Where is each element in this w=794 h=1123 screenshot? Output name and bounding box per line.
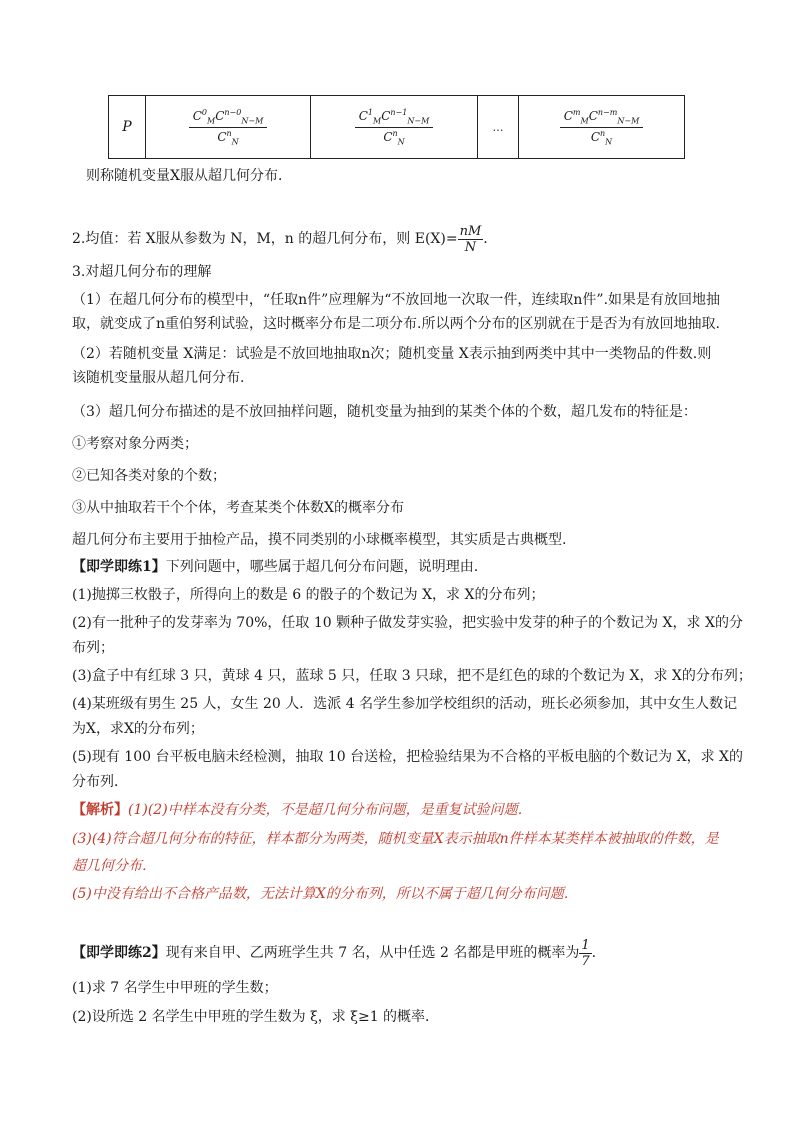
- mean-text: 2.均值：若 X服从参数为 N，M，n 的超几何分布，则 E(X)=: [72, 231, 458, 247]
- distribution-table: [108, 95, 685, 159]
- paragraph-2-line-1: （2）若随机变量 X满足：试验是不放回地抽取n次；随机变量 X表示抽到两类中其中一类物品的件数.则: [72, 346, 712, 362]
- ellipsis-cell: [478, 96, 519, 159]
- probability-fraction: $\frac{1}{7}$: [581, 937, 590, 969]
- ex1-q3: (3)盒子中有红球 3 只，黄球 4 只，蓝球 5 只，任取 3 只球，把不是红色的球的个数记为 X，求 X的分布列；: [72, 668, 752, 684]
- ex2-q2: (2)设所选 2 名学生中甲班的学生数为 ξ，求 ξ≥1 的概率．: [72, 1009, 440, 1025]
- exercise-2-tag: 【即学即练2】: [72, 945, 166, 961]
- ex1-q5-line-1: (5)现有 100 台平板电脑未经检测，抽取 10 台送检，把检验结果为不合格的平板电脑的个数记为 X，求 X的: [72, 749, 743, 765]
- feature-3: ③从中抽取若干个个体，考查某类个体数X的概率分布: [72, 500, 404, 516]
- ex2-q1: (1)求 7 名学生中甲班的学生数；: [72, 980, 278, 996]
- summary: 超几何分布主要用于抽检产品，摸不同类别的小球概率模型，其实质是古典概型.: [72, 532, 567, 548]
- feature-1: ①考察对象分两类；: [72, 436, 198, 452]
- mean-paragraph: 2.均值：若 X服从参数为 N，M，n 的超几何分布，则 E(X)= $\frac{nM}{N}$ .: [72, 223, 488, 255]
- prob-fraction-0: $\frac{C^0_MC^{n-0}_{N-M}}{C^n_N}$: [189, 108, 268, 146]
- exercise-1-title: 下列问题中，哪些属于超几何分布问题，说明理由.: [165, 559, 479, 575]
- exercise-1-heading: [72, 557, 478, 577]
- ex1-q4-line-1: (4)某班级有男生 25 人，女生 20 人．选派 4 名学生参加学校组织的活动，班长必须参加，其中女生人数记: [72, 696, 738, 712]
- feature-2: ②已知各类对象的个数；: [72, 468, 226, 484]
- mean-fraction: $\frac{nM}{N}$: [459, 223, 482, 255]
- paragraph-1-line-2: 取，就变成了n重伯努利试验，这时概率分布是二项分布.所以两个分布的区别就在于是否为有放回地抽取.: [72, 316, 720, 332]
- ex1-q1: (1)抛掷三枚骰子，所得向上的数是 6 的骰子的个数记为 X，求 X的分布列；: [72, 587, 545, 603]
- exercise-1-tag: 【即学即练1】: [72, 559, 166, 575]
- section3-title: 3.对超几何分布的理解: [72, 264, 212, 280]
- row-label: P: [122, 119, 132, 135]
- ex1-answer-1: 【解析】(1)(2)中样本没有分类，不是超几何分布问题，是重复试验问题．: [72, 802, 532, 818]
- table-row: [109, 96, 685, 159]
- paragraph-1-line-1: （1）在超几何分布的模型中，“任取n件”应理解为“不放回地一次取一件，连续取n件”.如果是有放回地抽: [72, 292, 721, 308]
- prob-cell-1: [311, 96, 478, 159]
- ex1-q4-line-2: 为X，求X的分布列；: [72, 721, 204, 737]
- exercise-2-heading: 【即学即练2】 现有来自甲、乙两班学生共 7 名，从中任选 2 名都是甲班的概率为 $\frac{1}{7}$ .: [72, 937, 597, 969]
- prob-fraction-1: $\frac{C^1_MC^{n-1}_{N-M}}{C^n_N}$: [355, 108, 434, 146]
- analysis-tag: 【解析】: [72, 802, 128, 818]
- ex1-answer-2-line-1: (3)(4)符合超几何分布的特征，样本都分为两类，随机变量X表示抽取n件样本某类样本被抽取的件数，是: [72, 831, 719, 847]
- ellipsis: …: [492, 121, 504, 134]
- prob-fraction-m: $\frac{C^m_MC^{n-m}_{N-M}}{C^n_N}$: [560, 108, 644, 146]
- row-label-cell: [109, 96, 146, 159]
- paragraph-3: （3）超几何分布描述的是不放回抽样问题，随机变量为抽到的某类个体的个数，超几发布的特征是：: [72, 404, 697, 420]
- table-conclusion: 则称随机变量X服从超几何分布．: [86, 168, 292, 184]
- ex1-answer-2-line-2: 超几何分布．: [72, 858, 156, 874]
- ex1-q2-line-2: 布列；: [72, 640, 114, 656]
- prob-cell-m: [519, 96, 685, 159]
- ex1-answer-3: (5)中没有给出不合格产品数，无法计算X的分布列，所以不属于超几何分布问题．: [72, 886, 578, 902]
- paragraph-2-line-2: 该随机变量服从超几何分布.: [72, 370, 245, 386]
- prob-cell-0: [146, 96, 311, 159]
- ex1-q2-line-1: (2)有一批种子的发芽率为 70%，任取 10 颗种子做发芽实验，把实验中发芽的种子的个数记为 X，求 X的分: [72, 615, 743, 631]
- ex1-q5-line-2: 分布列．: [72, 774, 128, 790]
- exercise-2-title: 现有来自甲、乙两班学生共 7 名，从中任选 2 名都是甲班的概率为: [165, 945, 580, 961]
